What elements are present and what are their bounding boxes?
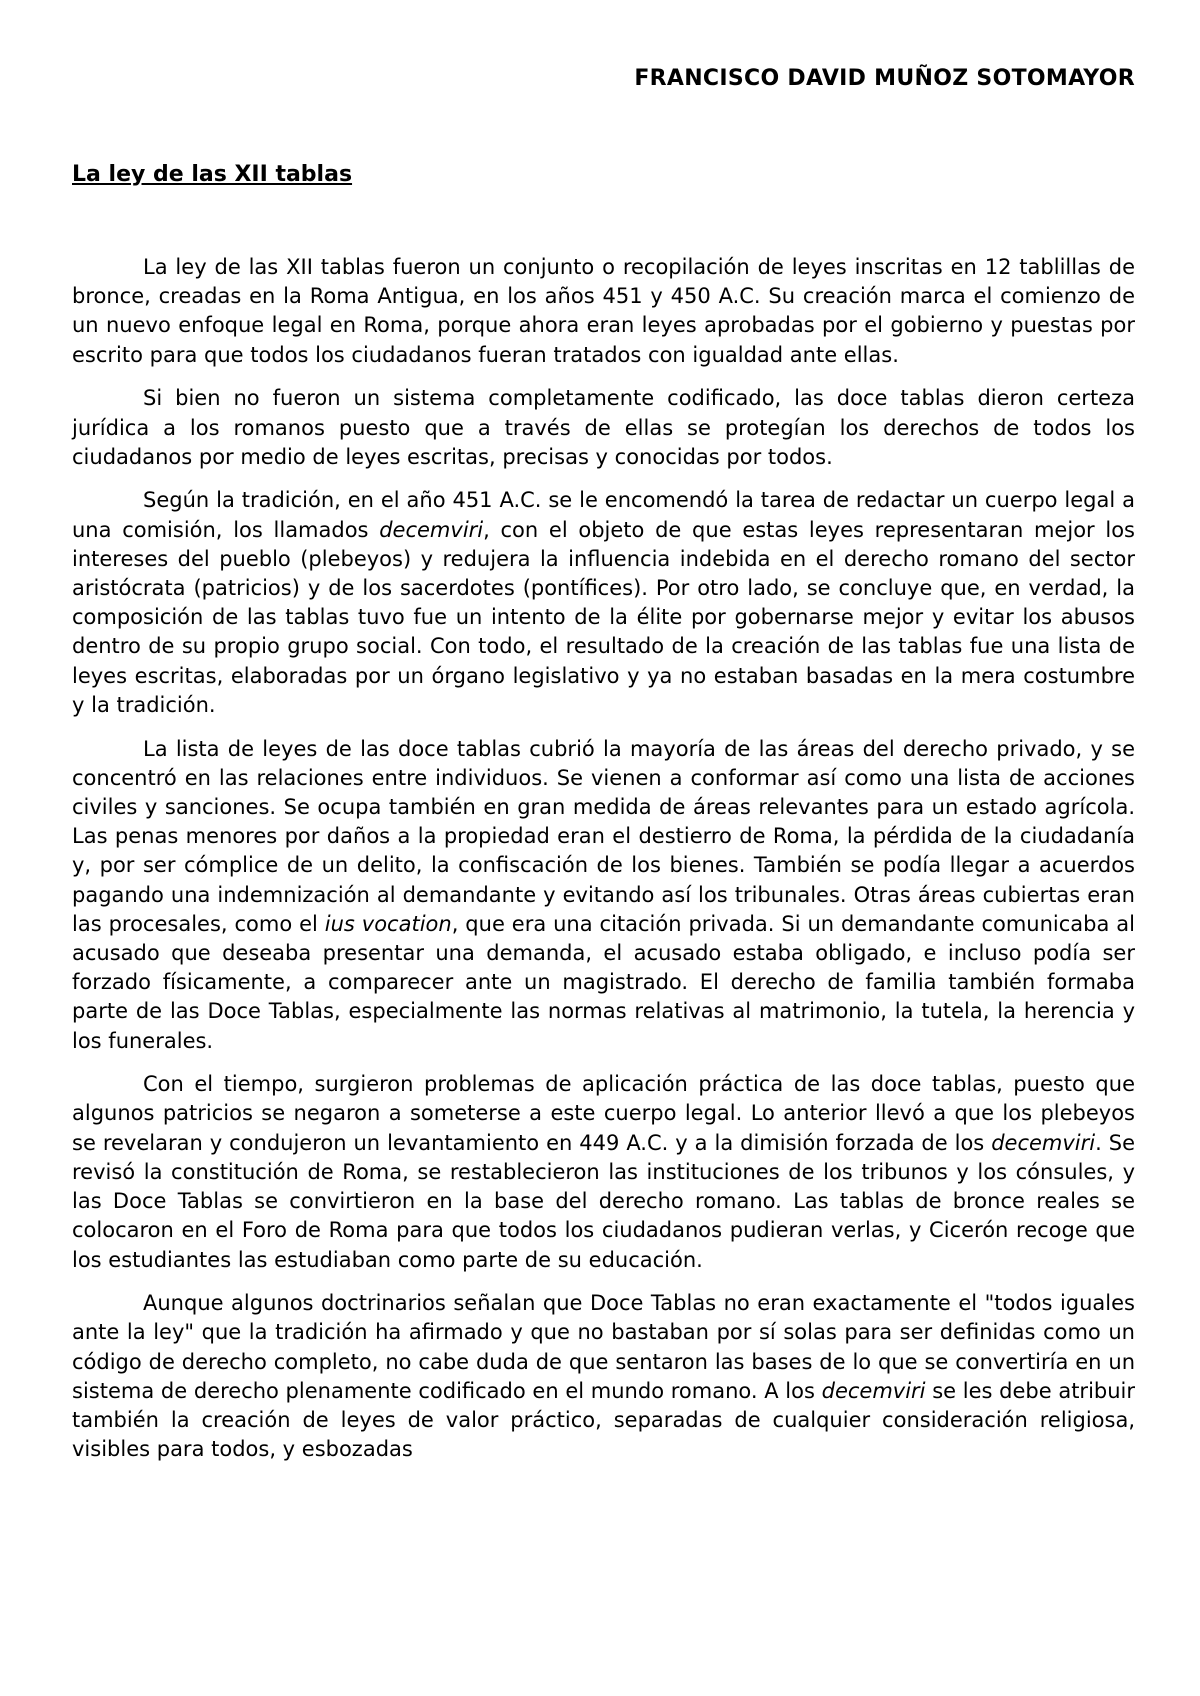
paragraph-3-text-a: Según la tradición, en el año 451 A.C. se le encomendó la tarea de redactar un cuerpo legal a una comisión, los llamados — [72, 488, 1135, 542]
paragraph-3-emphasis: decemviri — [379, 517, 484, 542]
paragraph-6-emphasis: decemviri — [821, 1378, 926, 1403]
paragraph-2: Si bien no fueron un sistema completamente codificado, las doce tablas dieron certeza jurídica a los romanos puesto que a través de ellas se protegían los derechos de todos los ciudadanos por medio de leyes escritas, precisas y conocidas por todos. — [72, 386, 1135, 469]
paragraph-5 — [72, 1070, 1135, 1274]
author-name: FRANCISCO DAVID MUÑOZ SOTOMAYOR — [634, 66, 1135, 91]
paragraph-6-text-a: Aunque algunos doctrinarios señalan que Doce Tablas no eran exactamente el "todos iguales ante la ley" que la tradición ha afirmado y que no bastaban por sí solas para ser definidas como un código de derecho completo, no cabe duda de que sentaron las bases de lo que se convertiría en un sistema de derecho plenamente codificado en el mundo romano. A los — [72, 1291, 1135, 1403]
paragraph-4-emphasis: ius vocation — [324, 911, 452, 936]
paragraph-6-text-b: se les debe atribuir también la creación de leyes de valor práctico, separadas de cualquier consideración religiosa, visibles para todos, y esbozadas — [72, 1378, 1136, 1462]
document-body — [72, 253, 1135, 1464]
paragraph-3-text-b: , con el objeto de que estas leyes representaran mejor los intereses del pueblo (plebeyos) y redujera la influencia indebida en el derecho romano del sector aristócrata (patricios) y de los sacerdotes (pontífices). Por otro lado, se concluye que, en verdad, la composición de las tablas tuvo fue un intento de la élite por gobernarse mejor y evitar los abusos dentro de su propio grupo social. Con todo, el resultado de la creación de las tablas fue una lista de leyes escritas, elaboradas por un órgano legislativo y ya no estaban basadas en la mera costumbre y la tradición. — [72, 517, 1136, 717]
paragraph-3 — [72, 486, 1135, 720]
paragraph-4-text-b: , que era una citación privada. Si un demandante comunicaba al acusado que deseaba presentar una demanda, el acusado estaba obligado, e incluso podía ser forzado físicamente, a comparecer ante un magistrado. El derecho de familia también formaba parte de las Doce Tablas, especialmente las normas relativas al matrimonio, la tutela, la herencia y los funerales. — [72, 911, 1135, 1053]
paragraph-5-text-a: Con el tiempo, surgieron problemas de aplicación práctica de las doce tablas, puesto que algunos patricios se negaron a someterse a este cuerpo legal. Lo anterior llevó a que los plebeyos se revelaran y condujeron un levantamiento en 449 A.C. y a la dimisión forzada de los — [72, 1072, 1135, 1155]
paragraph-6 — [72, 1289, 1135, 1464]
paragraph-4-text-a: La lista de leyes de las doce tablas cubrió la mayoría de las áreas del derecho privado, y se concentró en las relaciones entre individuos. Se vienen a conformar así como una lista de acciones civiles y sanciones. Se ocupa también en gran medida de áreas relevantes para un estado agrícola. Las penas menores por daños a la propiedad eran el destierro de Roma, la pérdida de la ciudadanía y, por ser cómplice de un delito, la confiscación de los bienes. También se podía llegar a acuerdos pagando una indemnización al demandante y evitando así los tribunales. Otras áreas cubiertas eran las procesales, como el — [72, 736, 1135, 936]
paragraph-4 — [72, 735, 1135, 1056]
page-title: La ley de las XII tablas — [72, 162, 353, 187]
paragraph-5-text-b: . Se revisó la constitución de Roma, se restablecieron las instituciones de los tribunos y los cónsules, y las Doce Tablas se convirtieron en la base del derecho romano. Las tablas de bronce reales se colocaron en el Foro de Roma para que todos los ciudadanos pudieran verlas, y Cicerón recoge que los estudiantes las estudiaban como parte de su educación. — [72, 1130, 1135, 1272]
paragraph-1: La ley de las XII tablas fueron un conjunto o recopilación de leyes inscritas en 12 tablillas de bronce, creadas en la Roma Antigua, en los años 451 y 450 A.C. Su creación marca el comienzo de un nuevo enfoque legal en Roma, porque ahora eran leyes aprobadas por el gobierno y puestas por escrito para que todos los ciudadanos fueran tratados con igualdad ante ellas. — [72, 255, 1135, 367]
paragraph-5-emphasis: decemviri — [991, 1130, 1096, 1155]
